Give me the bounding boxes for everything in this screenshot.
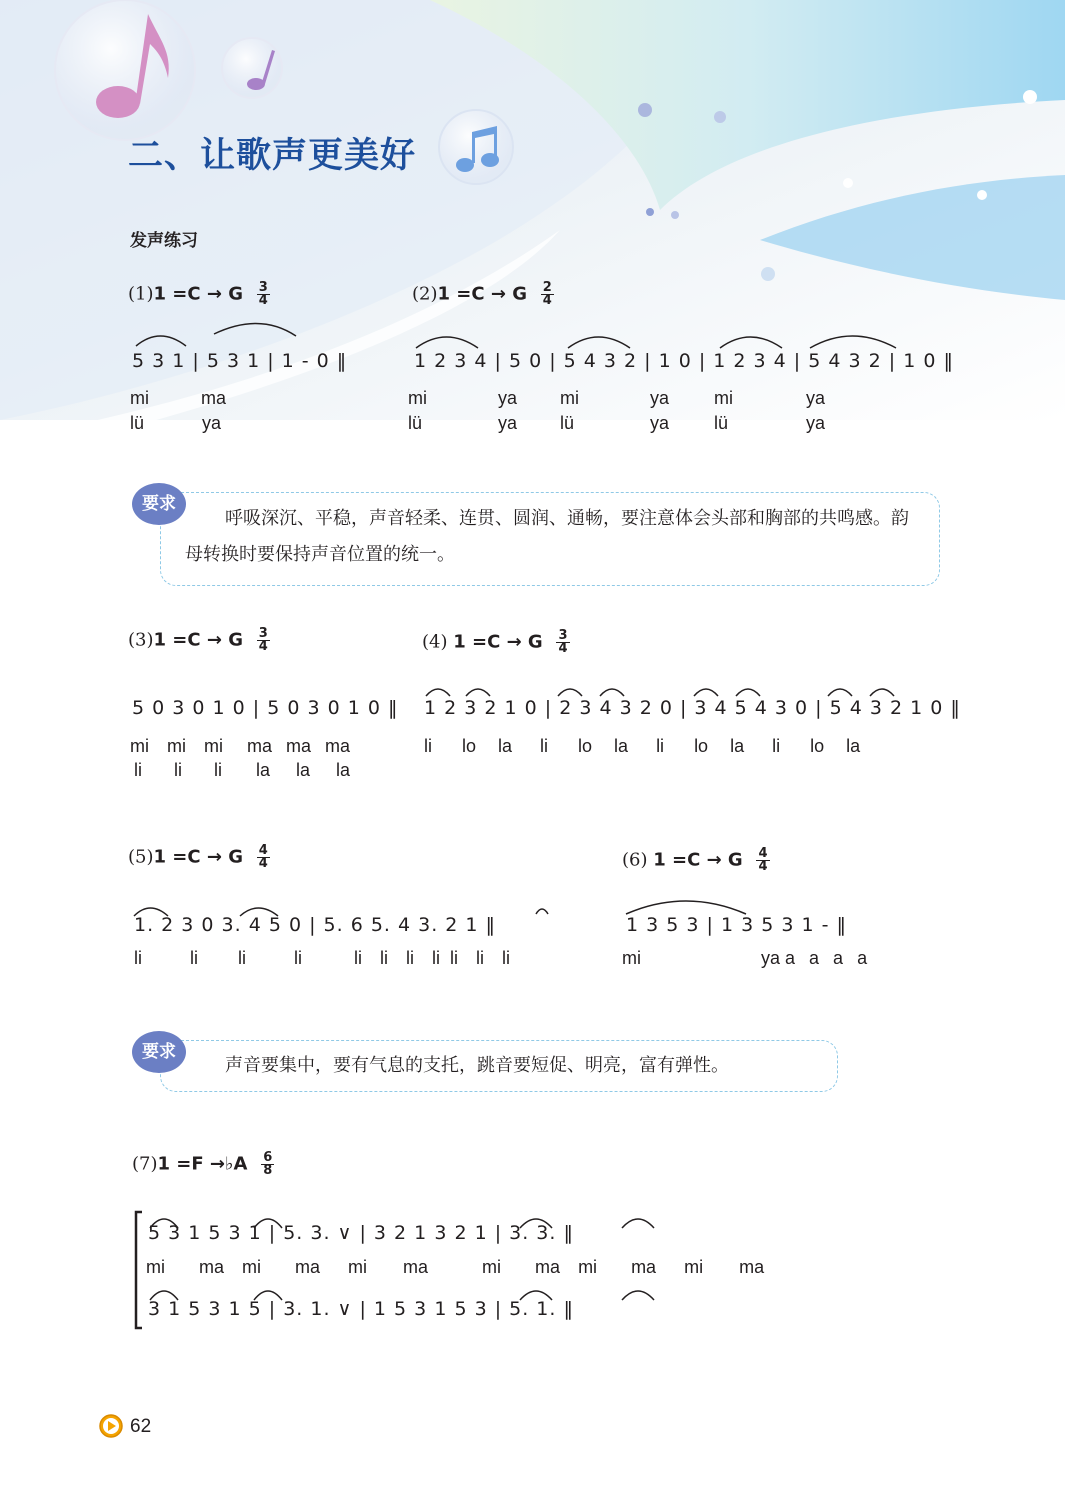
requirement-text-1: 呼吸深沉、平稳，声音轻柔、连贯、圆润、通畅，要注意体会头部和胸部的共鸣感。韵母转换时要保持声音位置的统一。 [185,508,909,565]
exercise-2-label: (2)1 =C → G $\frac{2}{4}$ [412,280,552,308]
meter: $\frac{4}{4}$ [758,846,768,874]
requirement-box-2 [160,1040,838,1092]
exercise-5-lyrics: li li li li li li li li li li li [134,948,510,968]
exercise-4-lyrics: li lo la li lo la li lo la li lo la [424,736,861,756]
exercise-3-label: (3)1 =C → G $\frac{3}{4}$ [128,626,268,654]
exercise-2-score: 1 2 3 4 | 5 0 | 5 4 3 2 | 1 0 | 1 2 3 4 | 5 4 3 2 | 1 0 ‖ [414,350,954,372]
exercise-7-score-lower: 3 1 5 3 1 5 | 3. 1. ∨ | 1 5 3 1 5 3 | 5. 1. ‖ [148,1298,574,1320]
exercise-3-lyrics-1: mi mi mi ma ma ma [130,736,351,756]
exercise-4-score: 1 2 3 2 1 0 | 2 3 4 3 2 0 | 3 4 5 4 3 0 | 5 4 3 2 1 0 ‖ [424,697,961,719]
exercise-5-label: (5)1 =C → G $\frac{4}{4}$ [128,843,268,871]
exercise-6-lyrics: mi ya a a a a [622,948,868,968]
page-number: 62 [130,1416,152,1437]
exercise-6-score: 1 3 5 3 | 1 3 5 3 1 - ‖ [626,914,847,936]
meter: $\frac{6}{8}$ [263,1150,273,1178]
exercise-3-score: 5 0 3 0 1 0 | 5 0 3 0 1 0 ‖ [132,697,399,719]
exercise-7-score-upper: 5 3 1 5 3 1 | 5. 3. ∨ | 3 2 1 3 2 1 | 3. 3. ‖ [148,1222,574,1244]
meter: $\frac{3}{4}$ [558,628,568,656]
requirement-box-1 [160,492,940,586]
play-icon [98,1413,124,1439]
slur-marks [130,318,370,348]
requirement-badge-2: 要求 [132,1031,186,1073]
requirement-badge-1: 要求 [132,483,186,525]
exercise-7-lyrics: mi ma mi ma mi ma mi ma mi ma mi ma [146,1257,765,1277]
exercise-6-label: (6) 1 =C → G $\frac{4}{4}$ [622,846,768,874]
meter: $\frac{4}{4}$ [258,843,268,871]
exercise-1-label: (1)1 =C → G $\frac{3}{4}$ [128,280,268,308]
page-title: 二、让歌声更美好 [128,136,417,176]
exercise-1-lyrics-1: mi ma [130,388,227,408]
exercise-5-score: 1. 2 3 0 3. 4 5 0 | 5. 6 5. 4 3. 2 1 ‖ [134,914,497,936]
slur-marks [412,326,952,352]
header-background [0,0,1065,520]
requirement-text-2: 声音要集中，要有气息的支托，跳音要短促、明亮，富有弹性。 [225,1055,729,1076]
meter: $\frac{3}{4}$ [258,280,268,308]
exercise-1-score: 5 3 1 | 5 3 1 | 1 - 0 ‖ [132,350,348,372]
section-heading: 发声练习 [130,231,198,251]
exercise-4-label: (4) 1 =C → G $\frac{3}{4}$ [422,628,568,656]
exercise-7-label: (7)1 =F →♭A $\frac{6}{8}$ [132,1150,273,1178]
meter: $\frac{2}{4}$ [542,280,552,308]
exercise-1-lyrics-2: lü ya [130,413,222,433]
meter: $\frac{3}{4}$ [258,626,268,654]
exercise-3-lyrics-2: li li li la la la [134,760,351,780]
